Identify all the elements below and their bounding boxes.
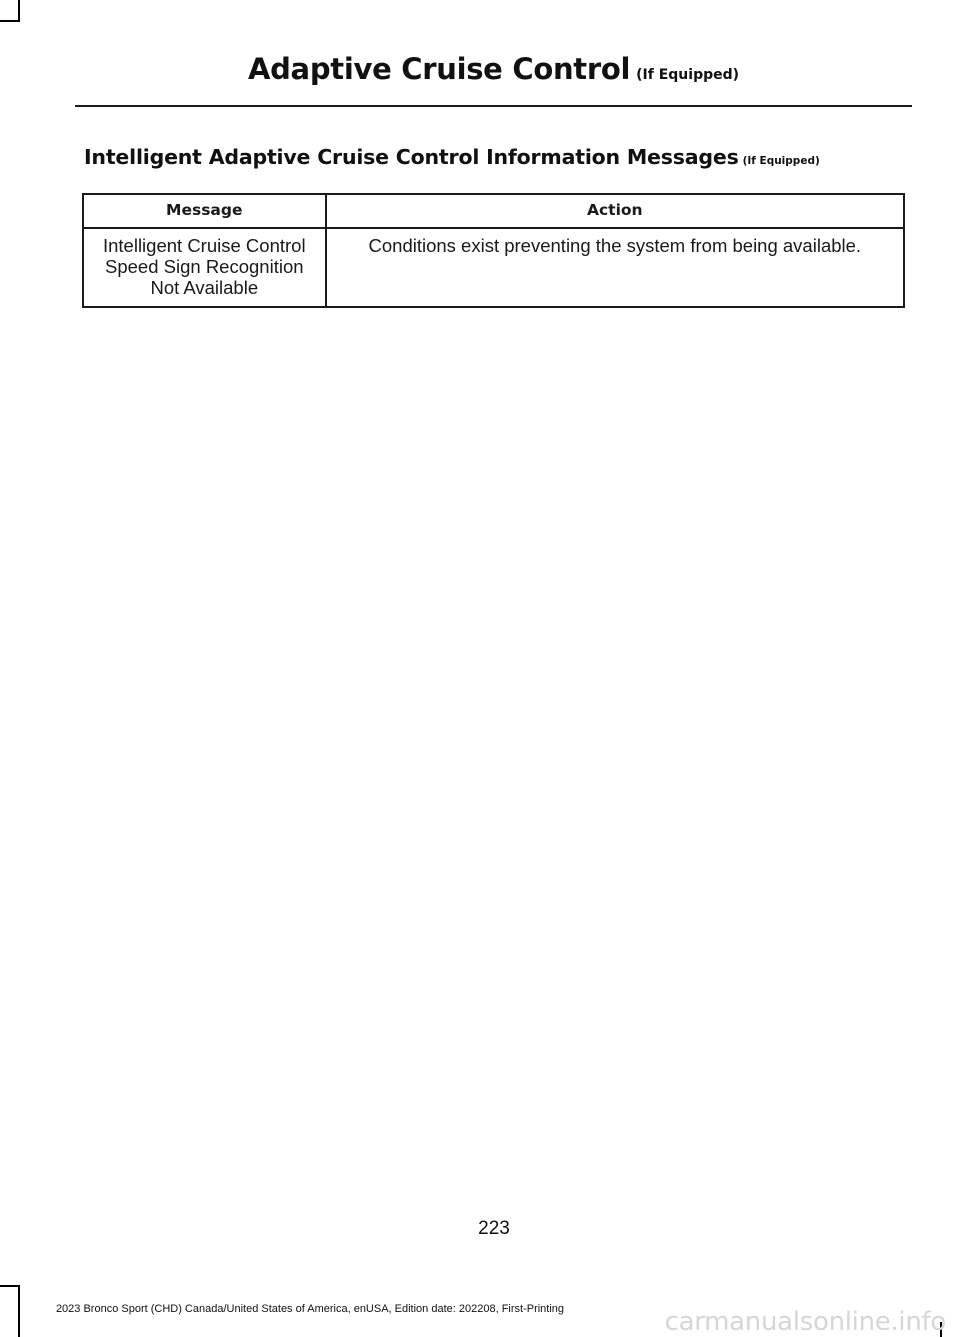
column-header-message: Message bbox=[83, 194, 326, 228]
message-line: Intelligent Cruise Control bbox=[102, 235, 306, 256]
message-line: Speed Sign Recognition bbox=[105, 256, 304, 277]
message-cell bbox=[83, 228, 326, 307]
message-line: Not Available bbox=[150, 277, 259, 298]
page-number: 223 bbox=[478, 1218, 510, 1239]
header-rule bbox=[75, 105, 912, 107]
crop-mark-top-left-horizontal bbox=[0, 20, 20, 22]
table-row bbox=[83, 228, 904, 307]
messages-table bbox=[82, 193, 905, 308]
section-title: Intelligent Adaptive Cruise Control Information Messages bbox=[84, 145, 739, 169]
column-header-action: Action bbox=[326, 194, 904, 228]
page-footer: 2023 Bronco Sport (CHD) Canada/United States of America, enUSA, Edition date: 202208, First-Printing bbox=[55, 1303, 565, 1315]
header-title: Adaptive Cruise Control bbox=[247, 52, 631, 86]
watermark: carmanualsonline.info bbox=[664, 1307, 946, 1337]
section-heading bbox=[84, 145, 820, 169]
crop-mark-top-left-vertical bbox=[18, 0, 20, 22]
section-qualifier: (If Equipped) bbox=[742, 155, 820, 167]
page-header bbox=[75, 52, 912, 86]
crop-mark-bottom-left-horizontal bbox=[0, 1285, 20, 1287]
table-header-row bbox=[83, 194, 904, 228]
header-qualifier: (If Equipped) bbox=[636, 67, 740, 83]
action-cell: Conditions exist preventing the system from being available. bbox=[326, 228, 904, 307]
